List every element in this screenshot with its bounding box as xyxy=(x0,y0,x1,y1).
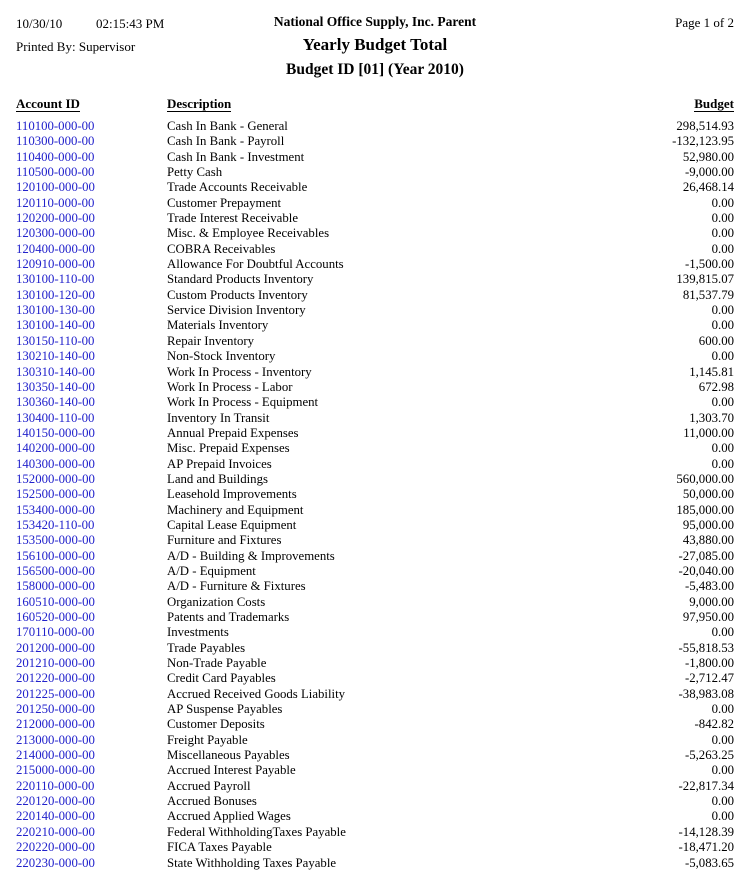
budget-cell: 0.00 xyxy=(711,318,734,333)
description-cell: Miscellaneous Payables xyxy=(167,748,290,763)
table-row xyxy=(0,856,750,871)
description-cell: Trade Accounts Receivable xyxy=(167,180,308,195)
table-row xyxy=(0,656,750,671)
description-cell: Cash In Bank - Investment xyxy=(167,149,305,164)
table-row xyxy=(0,411,750,426)
account-id-cell[interactable]: 160510-000-00 xyxy=(16,594,95,609)
description-cell: A/D - Building & Improvements xyxy=(167,548,335,563)
description-cell: Allowance For Doubtful Accounts xyxy=(167,257,344,272)
description-cell: Accrued Bonuses xyxy=(167,794,257,809)
account-id-cell[interactable]: 170110-000-00 xyxy=(16,625,95,640)
account-id-cell[interactable]: 153500-000-00 xyxy=(16,533,95,548)
budget-cell: -1,500.00 xyxy=(684,257,734,272)
account-id-cell[interactable]: 152500-000-00 xyxy=(16,487,95,502)
budget-cell: 298,514.93 xyxy=(676,119,734,133)
table-row xyxy=(0,303,750,318)
account-id-cell[interactable]: 140150-000-00 xyxy=(16,425,95,440)
table-row xyxy=(0,380,750,395)
table-row xyxy=(0,457,750,472)
description-cell: Misc. Prepaid Expenses xyxy=(167,441,290,456)
budget-cell: 0.00 xyxy=(711,303,734,318)
description-cell: Trade Payables xyxy=(167,640,246,655)
budget-cell: -5,263.25 xyxy=(684,748,734,763)
description-cell: Furniture and Fixtures xyxy=(167,533,282,548)
account-id-cell[interactable]: 120100-000-00 xyxy=(16,180,95,195)
account-id-cell[interactable]: 130100-140-00 xyxy=(16,318,95,333)
budget-cell: 0.00 xyxy=(711,241,734,256)
budget-cell: 0.00 xyxy=(711,809,734,824)
budget-cell: -18,471.20 xyxy=(678,840,734,855)
table-row xyxy=(0,671,750,686)
budget-cell: 11,000.00 xyxy=(683,425,734,440)
description-cell: Work In Process - Inventory xyxy=(167,364,312,379)
budget-cell: 0.00 xyxy=(711,702,734,717)
description-cell: Customer Deposits xyxy=(167,717,265,732)
account-id-cell[interactable]: 220220-000-00 xyxy=(16,840,95,855)
report-rows xyxy=(0,119,750,871)
table-row xyxy=(0,733,750,748)
account-id-cell[interactable]: 160520-000-00 xyxy=(16,610,95,624)
printed-by: Printed By: Supervisor xyxy=(16,39,136,54)
table-row xyxy=(0,242,750,257)
table-row xyxy=(0,334,750,349)
account-id-cell[interactable]: 158000-000-00 xyxy=(16,579,95,594)
budget-cell: 0.00 xyxy=(711,226,734,241)
account-id-cell[interactable]: 215000-000-00 xyxy=(16,763,95,778)
account-id-cell[interactable]: 120910-000-00 xyxy=(16,257,95,272)
table-row xyxy=(0,748,750,763)
budget-cell: -55,818.53 xyxy=(678,640,734,655)
account-id-cell[interactable]: 156100-000-00 xyxy=(16,548,95,563)
budget-cell: 0.00 xyxy=(711,349,734,364)
budget-cell: -5,083.65 xyxy=(684,855,734,870)
description-cell: Cash In Bank - Payroll xyxy=(167,134,285,149)
column-header-description: Description xyxy=(167,96,232,111)
budget-cell: -2,712.47 xyxy=(684,671,734,686)
budget-cell: 97,950.00 xyxy=(682,610,734,624)
description-cell: Materials Inventory xyxy=(167,318,269,333)
table-row xyxy=(0,825,750,840)
table-row xyxy=(0,595,750,610)
table-row xyxy=(0,150,750,165)
company-name: National Office Supply, Inc. Parent xyxy=(273,14,477,29)
table-row xyxy=(0,226,750,241)
budget-cell: 672.98 xyxy=(698,379,734,394)
table-row xyxy=(0,702,750,717)
budget-cell: 560,000.00 xyxy=(676,471,734,486)
budget-cell: 0.00 xyxy=(711,625,734,640)
description-cell: Repair Inventory xyxy=(167,333,255,348)
header-center-block xyxy=(0,12,750,81)
budget-cell: 1,145.81 xyxy=(689,364,734,379)
description-cell: FICA Taxes Payable xyxy=(167,840,272,855)
account-id-cell[interactable]: 130350-140-00 xyxy=(16,379,95,394)
table-row xyxy=(0,472,750,487)
budget-cell: 0.00 xyxy=(711,195,734,210)
budget-cell: 600.00 xyxy=(698,333,734,348)
account-id-cell[interactable]: 130400-110-00 xyxy=(16,410,95,425)
table-row xyxy=(0,288,750,303)
table-row xyxy=(0,503,750,518)
account-id-cell[interactable]: 130210-140-00 xyxy=(16,349,95,364)
column-header-budget: Budget xyxy=(694,96,734,111)
description-cell: Patents and Trademarks xyxy=(167,610,290,624)
table-row xyxy=(0,426,750,441)
table-row xyxy=(0,763,750,778)
account-id-cell[interactable]: 220120-000-00 xyxy=(16,794,95,809)
account-id-cell[interactable]: 120300-000-00 xyxy=(16,226,95,241)
account-id-cell[interactable]: 220140-000-00 xyxy=(16,809,95,824)
account-id-cell[interactable]: 130360-140-00 xyxy=(16,395,95,410)
budget-cell: 52,980.00 xyxy=(682,149,734,164)
account-id-cell[interactable]: 201220-000-00 xyxy=(16,671,95,686)
budget-cell: 0.00 xyxy=(711,211,734,226)
table-row xyxy=(0,365,750,380)
table-row xyxy=(0,180,750,195)
budget-cell: -132,123.95 xyxy=(672,134,734,149)
description-cell: Freight Payable xyxy=(167,732,248,747)
table-row xyxy=(0,211,750,226)
account-id-cell[interactable]: 153400-000-00 xyxy=(16,502,95,517)
budget-cell: 185,000.00 xyxy=(676,502,734,517)
description-cell: Work In Process - Labor xyxy=(167,379,293,394)
budget-cell: -9,000.00 xyxy=(684,165,734,180)
budget-cell: 0.00 xyxy=(711,732,734,747)
account-id-cell[interactable]: 130150-110-00 xyxy=(16,333,95,348)
budget-cell: -14,128.39 xyxy=(678,824,734,839)
account-id-cell[interactable]: 110300-000-00 xyxy=(16,134,95,149)
table-row xyxy=(0,165,750,180)
table-row xyxy=(0,257,750,272)
budget-cell: 0.00 xyxy=(711,794,734,809)
account-id-cell[interactable]: 153420-110-00 xyxy=(16,517,95,532)
description-cell: A/D - Furniture & Fixtures xyxy=(167,579,306,594)
description-cell: Investments xyxy=(167,625,229,640)
description-cell: Customer Prepayment xyxy=(167,195,282,210)
account-id-cell[interactable]: 110400-000-00 xyxy=(16,149,95,164)
table-row xyxy=(0,134,750,149)
account-id-cell[interactable]: 220230-000-00 xyxy=(16,855,95,870)
description-cell: Organization Costs xyxy=(167,594,266,609)
description-cell: Non-Stock Inventory xyxy=(167,349,276,364)
table-row xyxy=(0,610,750,625)
table-row xyxy=(0,349,750,364)
table-row xyxy=(0,687,750,702)
description-cell: Accrued Payroll xyxy=(167,778,251,793)
description-cell: State Withholding Taxes Payable xyxy=(167,855,337,870)
account-id-cell[interactable]: 140300-000-00 xyxy=(16,456,95,471)
account-id-cell[interactable]: 201250-000-00 xyxy=(16,702,95,717)
description-cell: Trade Interest Receivable xyxy=(167,211,298,226)
account-id-cell[interactable]: 213000-000-00 xyxy=(16,732,95,747)
report-title: Yearly Budget Total xyxy=(302,35,448,54)
account-id-cell[interactable]: 152000-000-00 xyxy=(16,471,95,486)
table-row xyxy=(0,487,750,502)
description-cell: AP Suspense Payables xyxy=(167,702,283,717)
account-id-cell[interactable]: 201225-000-00 xyxy=(16,686,95,701)
description-cell: Machinery and Equipment xyxy=(167,502,304,517)
description-cell: Misc. & Employee Receivables xyxy=(167,226,330,241)
account-id-cell[interactable]: 110100-000-00 xyxy=(16,119,95,133)
description-cell: Non-Trade Payable xyxy=(167,656,267,671)
account-id-cell[interactable]: 201200-000-00 xyxy=(16,640,95,655)
budget-cell: 81,537.79 xyxy=(682,287,734,302)
table-row xyxy=(0,717,750,732)
description-cell: Land and Buildings xyxy=(167,471,268,486)
table-row xyxy=(0,533,750,548)
budget-cell: 95,000.00 xyxy=(682,517,734,532)
budget-cell: -22,817.34 xyxy=(678,778,734,793)
description-cell: Leasehold Improvements xyxy=(167,487,297,502)
table-row xyxy=(0,518,750,533)
account-id-cell[interactable]: 130100-120-00 xyxy=(16,287,95,302)
table-row xyxy=(0,196,750,211)
report-subtitle: Budget ID [01] (Year 2010) xyxy=(286,61,464,78)
budget-cell: -842.82 xyxy=(694,717,734,732)
budget-cell: 0.00 xyxy=(711,456,734,471)
account-id-cell[interactable]: 156500-000-00 xyxy=(16,563,95,578)
table-row xyxy=(0,564,750,579)
budget-cell: 1,303.70 xyxy=(689,410,734,425)
description-cell: Service Division Inventory xyxy=(167,303,306,318)
account-id-cell[interactable]: 130310-140-00 xyxy=(16,364,95,379)
description-cell: Capital Lease Equipment xyxy=(167,517,297,532)
budget-cell: -38,983.08 xyxy=(678,686,734,701)
table-row xyxy=(0,119,750,134)
budget-cell: 0.00 xyxy=(711,395,734,410)
column-headers xyxy=(0,96,750,116)
table-row xyxy=(0,625,750,640)
account-id-cell[interactable]: 214000-000-00 xyxy=(16,748,95,763)
table-row xyxy=(0,395,750,410)
table-row xyxy=(0,318,750,333)
report-date: 10/30/10 xyxy=(16,16,63,31)
budget-cell: 9,000.00 xyxy=(689,594,734,609)
account-id-cell[interactable]: 130100-130-00 xyxy=(16,303,95,318)
budget-cell: 139,815.07 xyxy=(676,272,734,287)
budget-cell: -27,085.00 xyxy=(678,548,734,563)
budget-cell: 43,880.00 xyxy=(682,533,734,548)
account-id-cell[interactable]: 201210-000-00 xyxy=(16,656,95,671)
account-id-cell[interactable]: 120110-000-00 xyxy=(16,195,95,210)
table-row xyxy=(0,794,750,809)
description-cell: A/D - Equipment xyxy=(167,563,256,578)
description-cell: Accrued Applied Wages xyxy=(167,809,291,824)
account-id-cell[interactable]: 220110-000-00 xyxy=(16,778,95,793)
description-cell: Custom Products Inventory xyxy=(167,287,308,302)
description-cell: Inventory In Transit xyxy=(167,410,270,425)
description-cell: Petty Cash xyxy=(167,165,223,180)
description-cell: Accrued Interest Payable xyxy=(167,763,296,778)
description-cell: Credit Card Payables xyxy=(167,671,276,686)
table-row xyxy=(0,779,750,794)
table-row xyxy=(0,809,750,824)
account-id-cell[interactable]: 140200-000-00 xyxy=(16,441,95,456)
description-cell: COBRA Receivables xyxy=(167,241,276,256)
table-row xyxy=(0,579,750,594)
budget-cell: 50,000.00 xyxy=(682,487,734,502)
description-cell: Federal WithholdingTaxes Payable xyxy=(167,824,346,839)
description-cell: AP Prepaid Invoices xyxy=(167,456,272,471)
description-cell: Work In Process - Equipment xyxy=(167,395,319,410)
description-cell: Accrued Received Goods Liability xyxy=(167,686,346,701)
account-id-cell[interactable]: 220210-000-00 xyxy=(16,824,95,839)
budget-cell: 26,468.14 xyxy=(682,180,734,195)
budget-cell: -5,483.00 xyxy=(684,579,734,594)
description-cell: Cash In Bank - General xyxy=(167,119,288,133)
budget-cell: 0.00 xyxy=(711,763,734,778)
budget-cell: 0.00 xyxy=(711,441,734,456)
account-id-cell[interactable]: 120200-000-00 xyxy=(16,211,95,226)
account-id-cell[interactable]: 120400-000-00 xyxy=(16,241,95,256)
table-row xyxy=(0,272,750,287)
column-header-account-id: Account ID xyxy=(16,96,80,111)
budget-cell: -1,800.00 xyxy=(684,656,734,671)
account-id-cell[interactable]: 212000-000-00 xyxy=(16,717,95,732)
table-row xyxy=(0,441,750,456)
account-id-cell[interactable]: 130100-110-00 xyxy=(16,272,95,287)
table-row xyxy=(0,549,750,564)
budget-cell: -20,040.00 xyxy=(678,563,734,578)
table-row xyxy=(0,641,750,656)
table-row xyxy=(0,840,750,855)
report-time: 02:15:43 PM xyxy=(96,16,165,31)
description-cell: Standard Products Inventory xyxy=(167,272,314,287)
page-number: Page 1 of 2 xyxy=(675,15,734,30)
account-id-cell[interactable]: 110500-000-00 xyxy=(16,165,95,180)
description-cell: Annual Prepaid Expenses xyxy=(167,425,299,440)
report-header xyxy=(0,0,750,86)
